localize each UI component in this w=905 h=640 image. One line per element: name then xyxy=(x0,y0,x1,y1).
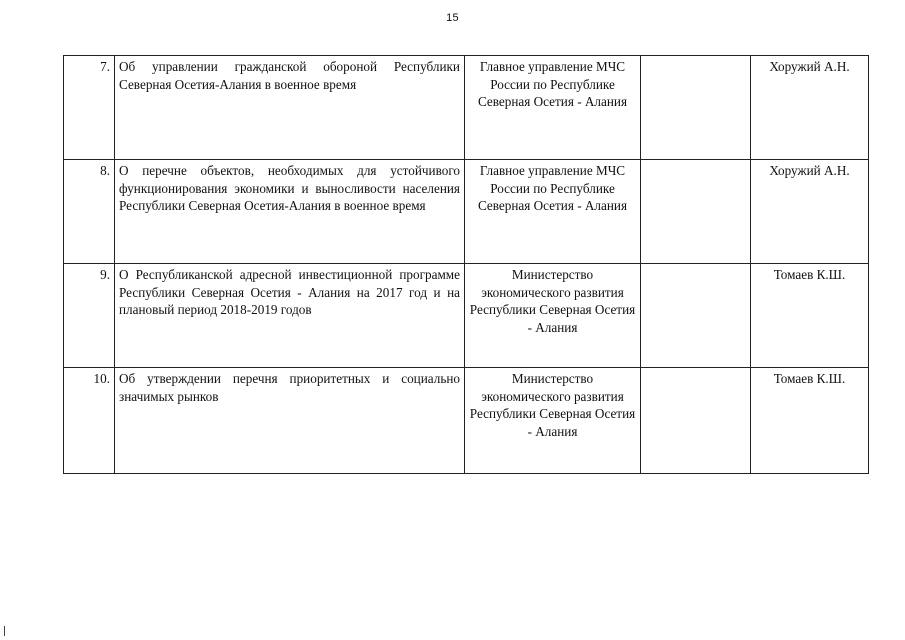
row-title: Об утверждении перечня приоритетных и социально значимых рынков xyxy=(115,368,465,474)
table-row xyxy=(64,368,869,474)
row-title: Об управлении гражданской обороной Республики Северная Осетия-Алания в военное время xyxy=(115,56,465,160)
row-title: О перечне объектов, необходимых для устойчивого функционирования экономики и выносливости населения Республики Северная Осетия-Алания в военное время xyxy=(115,160,465,264)
row-deadline xyxy=(641,56,751,160)
row-number: 10. xyxy=(64,368,115,474)
row-responsible: Томаев К.Ш. xyxy=(751,264,869,368)
row-organization: Главное управление МЧС России по Республике Северная Осетия - Алания xyxy=(465,56,641,160)
row-organization: Министерство экономического развития Республики Северная Осетия - Алания xyxy=(465,264,641,368)
row-deadline xyxy=(641,160,751,264)
table-row xyxy=(64,160,869,264)
scan-margin-mark xyxy=(4,626,5,636)
row-number: 7. xyxy=(64,56,115,160)
row-title: О Республиканской адресной инвестиционной программе Республики Северная Осетия - Алания на 2017 год и на плановый период 2018-2019 годов xyxy=(115,264,465,368)
row-organization: Главное управление МЧС России по Республике Северная Осетия - Алания xyxy=(465,160,641,264)
row-number: 9. xyxy=(64,264,115,368)
row-responsible: Хоружий А.Н. xyxy=(751,160,869,264)
table-row xyxy=(64,264,869,368)
row-number: 8. xyxy=(64,160,115,264)
row-responsible: Томаев К.Ш. xyxy=(751,368,869,474)
row-deadline xyxy=(641,264,751,368)
row-deadline xyxy=(641,368,751,474)
row-organization: Министерство экономического развития Республики Северная Осетия - Алания xyxy=(465,368,641,474)
row-responsible: Хоружий А.Н. xyxy=(751,56,869,160)
page-number: 15 xyxy=(446,12,459,24)
plan-table xyxy=(63,55,869,474)
table-row xyxy=(64,56,869,160)
